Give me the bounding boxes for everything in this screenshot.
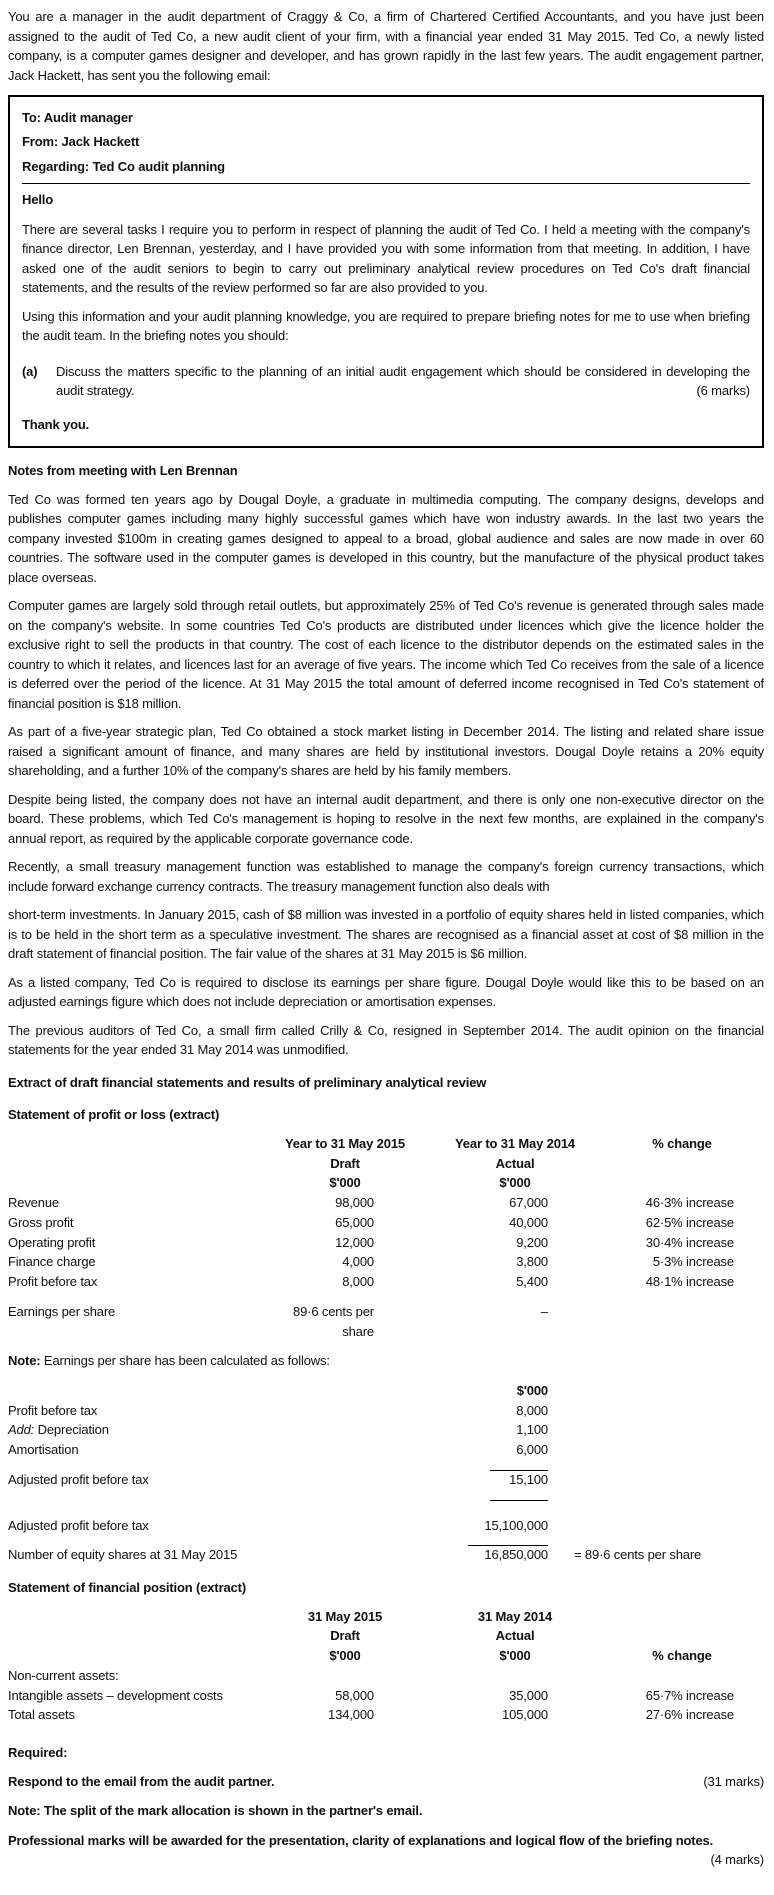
sofp-heading: Statement of financial position (extract) [8, 1580, 246, 1596]
eps-row: Earnings per share 89·6 cents per share – [8, 1303, 548, 1339]
calc-header-row [8, 1381, 764, 1401]
table-row: Profit before tax 8,000 [8, 1402, 548, 1418]
respond-marks: (31 marks) [703, 1773, 764, 1789]
eps-note [8, 1351, 764, 1371]
table-row: Add: Depreciation 1,100 [8, 1422, 548, 1438]
eps-result: = 89·6 cents per share [574, 1547, 702, 1563]
sofp-col2-units: $'000 [499, 1648, 531, 1664]
sofp-col2-subheader: Actual [495, 1628, 535, 1644]
required-heading: Required: [8, 1745, 68, 1761]
email-body-paragraph: Using this information and your audit planning knowledge, you are required to prepare briefing notes for me to use when briefing the audit team. In the briefing notes you should: [22, 308, 750, 344]
sofp-header-row-2 [8, 1626, 764, 1646]
pnl-header-row-1 [8, 1134, 764, 1154]
sum-rule [8, 1535, 764, 1545]
table-row: Amortisation 6,000 [8, 1442, 548, 1458]
sofp-col2-header: 31 May 2014 [477, 1608, 553, 1624]
email-header-divider [22, 183, 750, 184]
task-a-text: Discuss the matters specific to the planning of an initial audit engagement which should be considered in developing the audit strategy. [56, 363, 750, 399]
pnl-header-row-3 [8, 1173, 764, 1193]
pnl-header-row-2 [8, 1154, 764, 1174]
table-row: Intangible assets – development costs 58,000 35,000 65·7% increase [8, 1687, 734, 1703]
table-row: Revenue 98,000 67,000 46·3% increase [8, 1195, 734, 1211]
sofp-col1-header: 31 May 2015 [307, 1608, 383, 1624]
email-from-line: From: Jack Hackett [22, 134, 140, 150]
sofp-col3-header: % change [652, 1648, 712, 1664]
task-a-text-wrap [56, 362, 750, 401]
notes-paragraph: As part of a five-year strategic plan, Ted Co obtained a stock market listing in December 2014. The listing and related share issue raised a significant amount of finance, and many shares are held by institutional investors. Dougal Doyle retains a 20% equity shareholding, and a further 10% of the company's shares are held by his family members. [8, 724, 764, 779]
subtotal-row: Adjusted profit before tax 15,100 [8, 1471, 548, 1487]
sum-rule [8, 1460, 764, 1470]
email-to-line: To: Audit manager [22, 110, 133, 125]
notes-paragraph: Recently, a small treasury management function was established to manage the company's foreign currency transactions, which include forward exchange currency contracts. The treasury management function also deals with [8, 859, 764, 894]
email-regarding-line: Regarding: Ted Co audit planning [22, 158, 225, 174]
shares-row: Number of equity shares at 31 May 2015 16,850,000 = 89·6 cents per share [8, 1545, 764, 1565]
eps-note-label: Note: [8, 1353, 41, 1369]
total-underline [490, 1500, 548, 1501]
pnl-col1-units: $'000 [329, 1175, 361, 1191]
intro-paragraph: You are a manager in the audit department of Craggy & Co, a firm of Chartered Certified Accountants, and you have just been assigned to the audit of Ted Co, a new audit client of your firm, with a financial year ended 31 May 2015. Ted Co, a newly listed company, is a computer games designer and developer, and has grown rapidly in the last few years. The audit engagement partner, Jack Hackett, has sent you the following email: [8, 9, 764, 83]
task-a [22, 362, 750, 401]
pnl-col2-header: Year to 31 May 2014 [454, 1135, 575, 1151]
calc-units-header: $'000 [516, 1382, 548, 1398]
table-row: Operating profit 12,000 9,200 30·4% increase [8, 1234, 734, 1250]
financial-position-table [8, 1607, 764, 1726]
professional-marks-value: (4 marks) [710, 1852, 764, 1868]
email-closing: Thank you. [22, 416, 90, 432]
professional-marks-paragraph [8, 1831, 764, 1868]
email-card [8, 95, 764, 448]
notes-paragraph: The previous auditors of Ted Co, a small firm called Crilly & Co, resigned in September 2014. The audit opinion on the financial statements for the year ended 31 May 2014 was unmodified. [8, 1022, 764, 1058]
email-body-paragraph: There are several tasks I require you to perform in respect of planning the audit of Ted Co. I held a meeting with the company's finance director, Len Brennan, yesterday, and I have provided you with some information from that meeting. In addition, I have asked one of the audit seniors to begin to carry out preliminary analytical review procedures on Ted Co's draft financial statements, and the results of the review performed so far are also provided to you. [22, 221, 750, 296]
table-row: Gross profit 65,000 40,000 62·5% increase [8, 1214, 734, 1230]
note-text: Note: The split of the mark allocation is shown in the partner's email. [8, 1803, 423, 1819]
pnl-heading: Statement of profit or loss (extract) [8, 1107, 220, 1123]
sofp-col1-subheader: Draft [330, 1628, 360, 1644]
notes-paragraph: Computer games are largely sold through retail outlets, but approximately 25% of Ted Co's revenue is generated through sales made on the company's website. In some countries Ted Co's products are distributed under licences which give the licence holder the exclusive right to sell the products in that country. The cost of each licence to the distributor depends on the estimated sales in the country to which it relates, and licences last for an average of five years. The income which Ted Co receives from the sale of a licence is deferred over the period of the licence. At 31 May 2015 the total amount of deferred income recognised in Ted Co's statement of financial position is $18 million. [8, 598, 764, 711]
eps-note-text: Earnings per share has been calculated as follows: [40, 1353, 330, 1369]
full-figure-row: Adjusted profit before tax 15,100,000 [8, 1517, 548, 1533]
sofp-header-row-3 [8, 1646, 764, 1666]
pnl-col2-subheader: Actual [495, 1155, 535, 1171]
sum-rule [8, 1490, 764, 1500]
notes-paragraph: As a listed company, Ted Co is required to disclose its earnings per share figure. Dougal Doyle would like this to be based on an adjusted earnings figure which does not include depreciation or amortisation expenses. [8, 974, 764, 1010]
table-row: Profit before tax 8,000 5,400 48·1% increase [8, 1274, 734, 1290]
email-greeting: Hello [22, 192, 54, 208]
sofp-header-row-1 [8, 1607, 764, 1627]
task-a-marks: (6 marks) [696, 383, 750, 399]
notes-paragraph: Despite being listed, the company does not have an internal audit department, and there is only one non-executive director on the board. These problems, which Ted Co's management is hoping to resolve in the next few months, are explained in the company's annual report, as required by the applicable corporate governance code. [8, 791, 764, 846]
extract-heading: Extract of draft financial statements and results of preliminary analytical review [8, 1074, 487, 1090]
pnl-col1-header: Year to 31 May 2015 [284, 1135, 405, 1151]
profit-or-loss-table [8, 1134, 764, 1342]
table-row: Finance charge 4,000 3,800 5·3% increase [8, 1254, 734, 1270]
eps-calculation-table [8, 1381, 764, 1565]
table-row: Non-current assets: [8, 1667, 119, 1683]
required-note-line [8, 1801, 764, 1821]
sofp-col1-units: $'000 [329, 1648, 361, 1664]
table-row: Total assets 134,000 105,000 27·6% increase [8, 1707, 734, 1723]
task-a-label: (a) [22, 363, 38, 379]
pnl-col3-header: % change [652, 1135, 712, 1151]
pnl-col1-subheader: Draft [330, 1155, 360, 1171]
add-prefix: Add: [8, 1422, 35, 1438]
notes-paragraph: Ted Co was formed ten years ago by Dougal Doyle, a graduate in multimedia computing. The company designs, develops and publishes computer games including many highly successful games which have won industry awards. In the last two years the company invested $100m in creating games designed to appeal to a broad, global audience and sales are now made in over 60 countries. The software used in the computer games is developed in this country, but the manufacture of the physical product takes place overseas. [8, 491, 764, 585]
respond-text: Respond to the email from the audit partner. [8, 1773, 275, 1789]
notes-heading: Notes from meeting with Len Brennan [8, 463, 238, 479]
pnl-col2-units: $'000 [499, 1175, 531, 1191]
notes-paragraph: short-term investments. In January 2015, cash of $8 million was invested in a portfolio of equity shares held in listed companies, which is to be held in the short term as a speculative investment. The shares are recognised as a financial asset at cost of $8 million in the draft statement of financial position. The fair value of the shares at 31 May 2015 is $6 million. [8, 907, 764, 962]
professional-marks-text: Professional marks will be awarded for the presentation, clarity of explanations and logical flow of the briefing notes. [8, 1832, 714, 1848]
required-respond-line [8, 1772, 764, 1792]
